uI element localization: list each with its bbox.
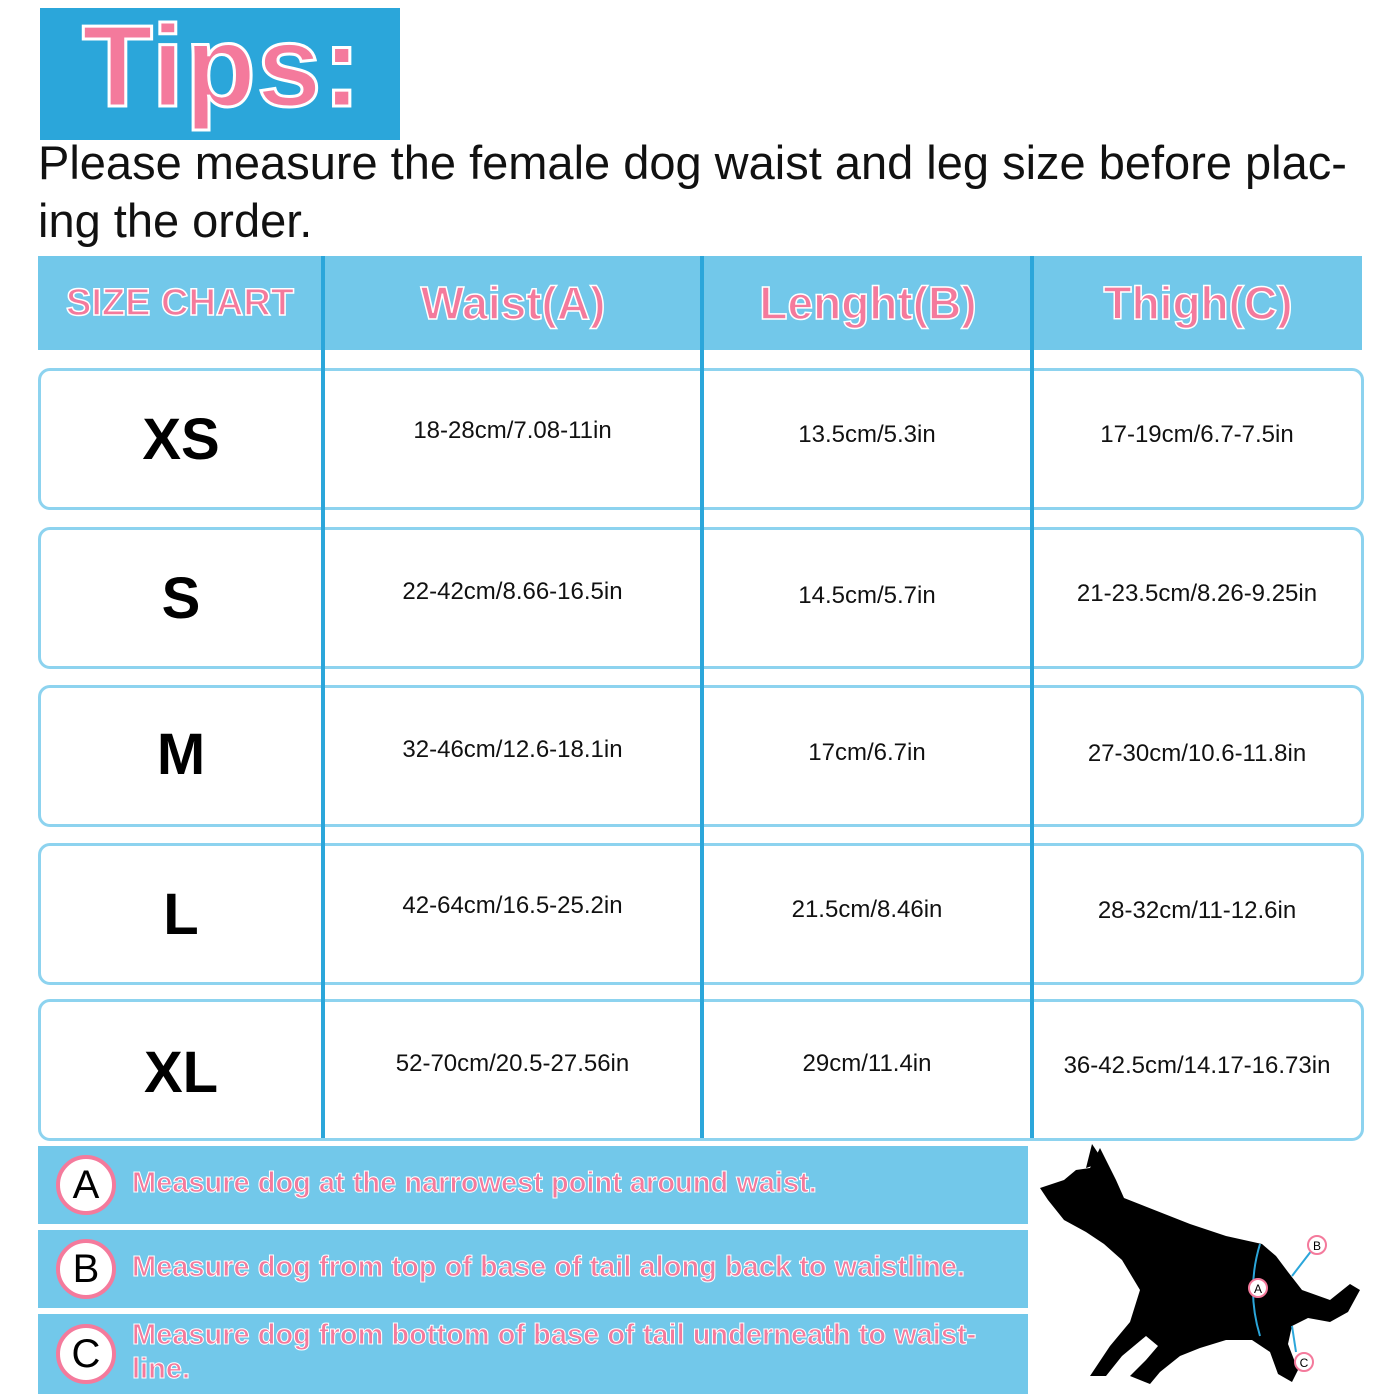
- note-c: [38, 1314, 1028, 1394]
- size-label: XL: [143, 1039, 219, 1105]
- intro-text: Please measure the female dog waist and leg size before plac-ing the order.: [38, 136, 1347, 247]
- header-waist: Waist(A): [420, 277, 606, 329]
- size-label: XS: [142, 406, 220, 472]
- length-value: 29cm/11.4in: [802, 1050, 932, 1077]
- thigh-value: 36-42.5cm/14.17-16.73in: [1063, 1052, 1331, 1079]
- diagram-label-a: A: [1253, 1282, 1263, 1296]
- tips-title: Tips:: [82, 1, 362, 131]
- length-value: 17cm/6.7in: [808, 739, 926, 766]
- note-b-text: Measure dog from top of base of tail along back to waistline.: [132, 1251, 966, 1283]
- header-size-chart: SIZE CHART: [66, 281, 294, 324]
- size-label: L: [163, 881, 199, 947]
- waist-value: 42-64cm/16.5-25.2in: [402, 892, 623, 919]
- note-b: [38, 1230, 1028, 1308]
- note-a: [38, 1146, 1028, 1224]
- thigh-value: 27-30cm/10.6-11.8in: [1087, 740, 1307, 767]
- diagram-label-c: C: [1299, 1356, 1309, 1370]
- thigh-value: 17-19cm/6.7-7.5in: [1100, 421, 1294, 448]
- header-length: Lenght(B): [759, 277, 977, 329]
- waist-value: 18-28cm/7.08-11in: [413, 417, 612, 444]
- size-label: M: [156, 721, 206, 787]
- waist-value: 32-46cm/12.6-18.1in: [402, 736, 623, 763]
- letter-a-badge: A: [56, 1155, 116, 1215]
- length-value: 14.5cm/5.7in: [798, 582, 936, 609]
- waist-value: 52-70cm/20.5-27.56in: [395, 1050, 630, 1077]
- waist-value: 22-42cm/8.66-16.5in: [402, 578, 623, 605]
- note-c-text: Measure dog from bottom of base of tail underneath to waist-line.: [132, 1319, 977, 1385]
- dog-silhouette-diagram: [1030, 1140, 1390, 1395]
- diagram-label-b: B: [1312, 1239, 1322, 1253]
- length-value: 21.5cm/8.46in: [791, 896, 943, 923]
- length-value: 13.5cm/5.3in: [798, 421, 936, 448]
- header-thigh: Thigh(C): [1103, 277, 1293, 329]
- thigh-value: 28-32cm/11-12.6in: [1097, 897, 1297, 924]
- thigh-value: 21-23.5cm/8.26-9.25in: [1076, 580, 1318, 607]
- note-a-text: Measure dog at the narrowest point around waist.: [132, 1167, 817, 1199]
- letter-c-badge: C: [56, 1324, 116, 1384]
- dog-silhouette-icon: [1040, 1144, 1360, 1384]
- size-label: S: [161, 565, 201, 631]
- letter-b-badge: B: [56, 1239, 116, 1299]
